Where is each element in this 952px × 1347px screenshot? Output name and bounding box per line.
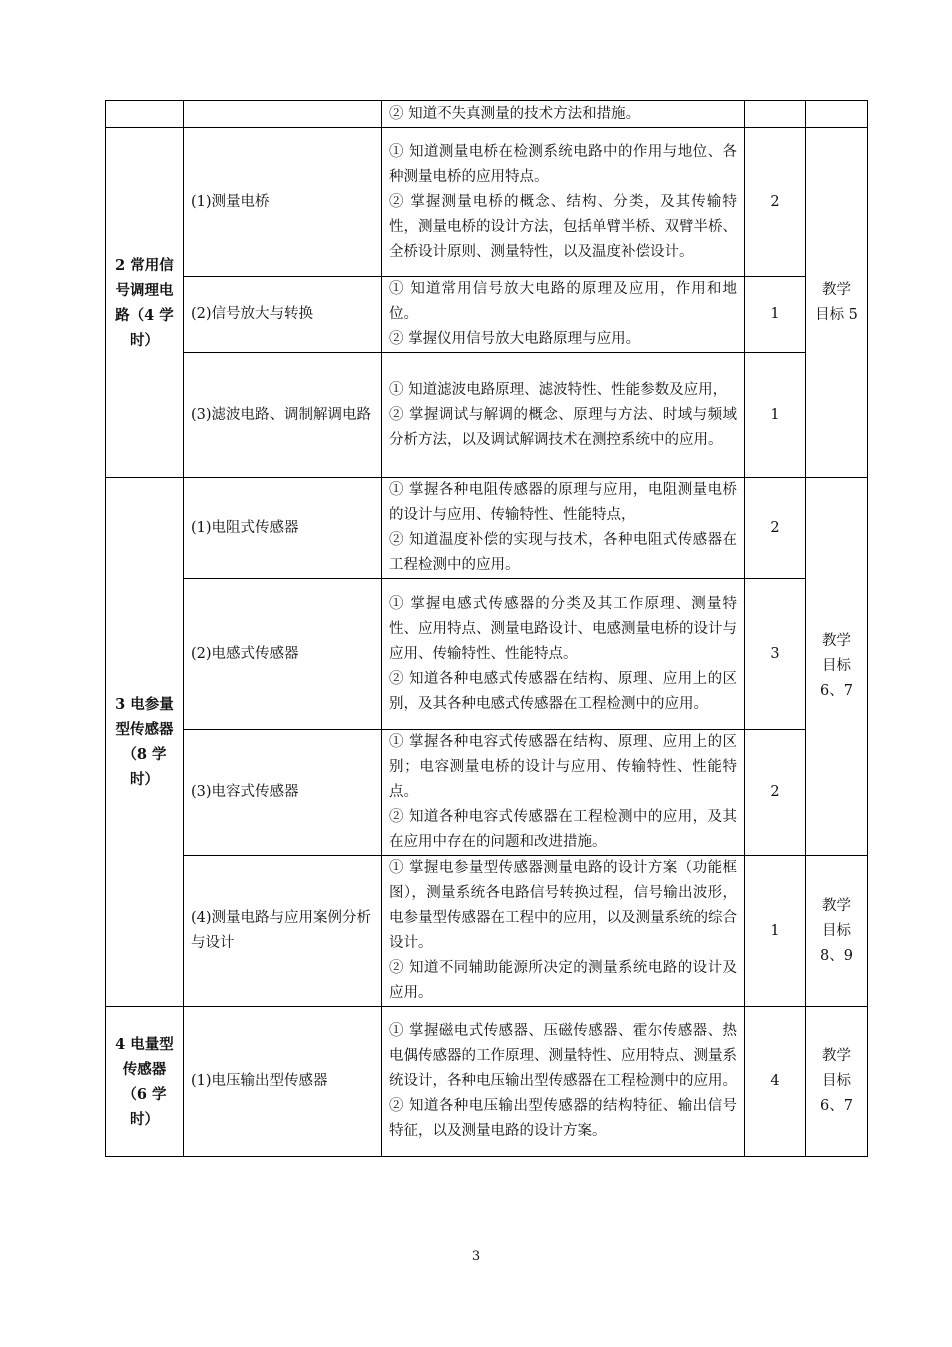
unit-cell (106, 101, 184, 128)
hours-cell: 1 (745, 353, 806, 478)
hours-cell: 2 (745, 128, 806, 277)
hours-cell: 1 (745, 277, 806, 353)
page-number: 3 (471, 1249, 481, 1264)
requirements-cell (382, 478, 745, 579)
requirement-item: ① 知道滤波电路原理、滤波特性、性能参数及应用， (389, 381, 728, 398)
requirement-item: ② 知道温度补偿的实现与技术，各种电阻式传感器在工程检测中的应用。 (389, 532, 737, 573)
hours-cell: 2 (745, 730, 806, 856)
unit-cell: 3 电参量型传感器（8 学时） (106, 478, 184, 1007)
goal-cell: 教学 目标 5 (806, 128, 868, 478)
requirements-cell (382, 856, 745, 1007)
topic-cell: (3)电容式传感器 (184, 730, 382, 856)
topic-cell: (1)测量电桥 (184, 128, 382, 277)
requirement-item: ② 知道不失真测量的技术方法和措施。 (389, 105, 641, 122)
unit-cell: 2 常用信号调理电路（4 学时） (106, 128, 184, 478)
topic-cell: (3)滤波电路、调制解调电路 (184, 353, 382, 478)
requirement-item: ① 掌握电参量型传感器测量电路的设计方案（功能框图），测量系统各电路信号转换过程，信号输出波形，电参量型传感器在工程中的应用，以及测量系统的综合设计。 (389, 860, 737, 951)
requirements-cell (382, 128, 745, 277)
hours-cell: 4 (745, 1007, 806, 1157)
requirement-item: ① 知道测量电桥在检测系统电路中的作用与地位、各种测量电桥的应用特点。 (389, 143, 737, 185)
requirement-item: ① 掌握磁电式传感器、压磁传感器、霍尔传感器、热电偶传感器的工作原理、测量特性、应用特点、测量系统设计，各种电压输出型传感器在工程检测中的应用。 (389, 1023, 737, 1089)
requirements-cell (382, 277, 745, 353)
table-row (106, 730, 868, 856)
topic-cell: (2)信号放大与转换 (184, 277, 382, 353)
requirement-item: ② 知道不同辅助能源所决定的测量系统电路的设计及应用。 (389, 960, 737, 1001)
requirements-cell (382, 353, 745, 478)
requirement-item: ② 知道各种电压输出型传感器的结构特征、输出信号特征，以及测量电路的设计方案。 (389, 1098, 737, 1139)
requirement-item: ② 掌握测量电桥的概念、结构、分类，及其传输特性，测量电桥的设计方法，包括单臂半桥、双臂半桥、全桥设计原则、测量特性，以及温度补偿设计。 (389, 193, 737, 260)
requirement-item: ② 知道各种电容式传感器在工程检测中的应用，及其在应用中存在的问题和改进措施。 (389, 809, 737, 850)
topic-cell: (1)电压输出型传感器 (184, 1007, 382, 1157)
topic-cell: (1)电阻式传感器 (184, 478, 382, 579)
hours-cell: 3 (745, 579, 806, 730)
requirement-item: ① 掌握电感式传感器的分类及其工作原理、测量特性、应用特点、测量电路设计、电感测量电桥的设计与应用、传输特性、性能特点。 (389, 595, 737, 662)
requirements-cell (382, 579, 745, 730)
topic-cell (184, 101, 382, 128)
requirement-item: ① 掌握各种电阻传感器的原理与应用，电阻测量电桥的设计与应用、传输特性、性能特点， (389, 482, 737, 523)
goal-cell: 教学 目标 8、9 (806, 856, 868, 1007)
requirement-item: ① 知道常用信号放大电路的原理及应用，作用和地位。 (389, 281, 737, 322)
requirements-cell (382, 101, 745, 128)
table-row (106, 1007, 868, 1157)
topic-cell: (2)电感式传感器 (184, 579, 382, 730)
hours-cell (745, 101, 806, 128)
table-row (106, 277, 868, 353)
syllabus-table (105, 100, 868, 1157)
table-row (106, 579, 868, 730)
requirement-item: ① 掌握各种电容式传感器在结构、原理、应用上的区别；电容测量电桥的设计与应用、传输特性、性能特点。 (389, 734, 737, 800)
table-row (106, 478, 868, 579)
topic-cell: (4)测量电路与应用案例分析与设计 (184, 856, 382, 1007)
unit-cell: 4 电量型传感器（6 学时） (106, 1007, 184, 1157)
hours-cell: 1 (745, 856, 806, 1007)
table-row (106, 128, 868, 277)
goal-cell: 教学 目标 6、7 (806, 478, 868, 856)
requirements-cell (382, 1007, 745, 1157)
requirements-cell (382, 730, 745, 856)
table-row (106, 101, 868, 128)
requirement-item: ② 知道各种电感式传感器在结构、原理、应用上的区别，及其各种电感式传感器在工程检测中的应用。 (389, 670, 737, 712)
table-row (106, 856, 868, 1007)
hours-cell: 2 (745, 478, 806, 579)
table-row (106, 353, 868, 478)
goal-cell: 教学 目标 6、7 (806, 1007, 868, 1157)
goal-cell (806, 101, 868, 128)
requirement-item: ② 掌握仪用信号放大电路原理与应用。 (389, 331, 641, 347)
requirement-item: ② 掌握调试与解调的概念、原理与方法、时域与频域分析方法，以及调试解调技术在测控系统中的应用。 (389, 406, 737, 448)
